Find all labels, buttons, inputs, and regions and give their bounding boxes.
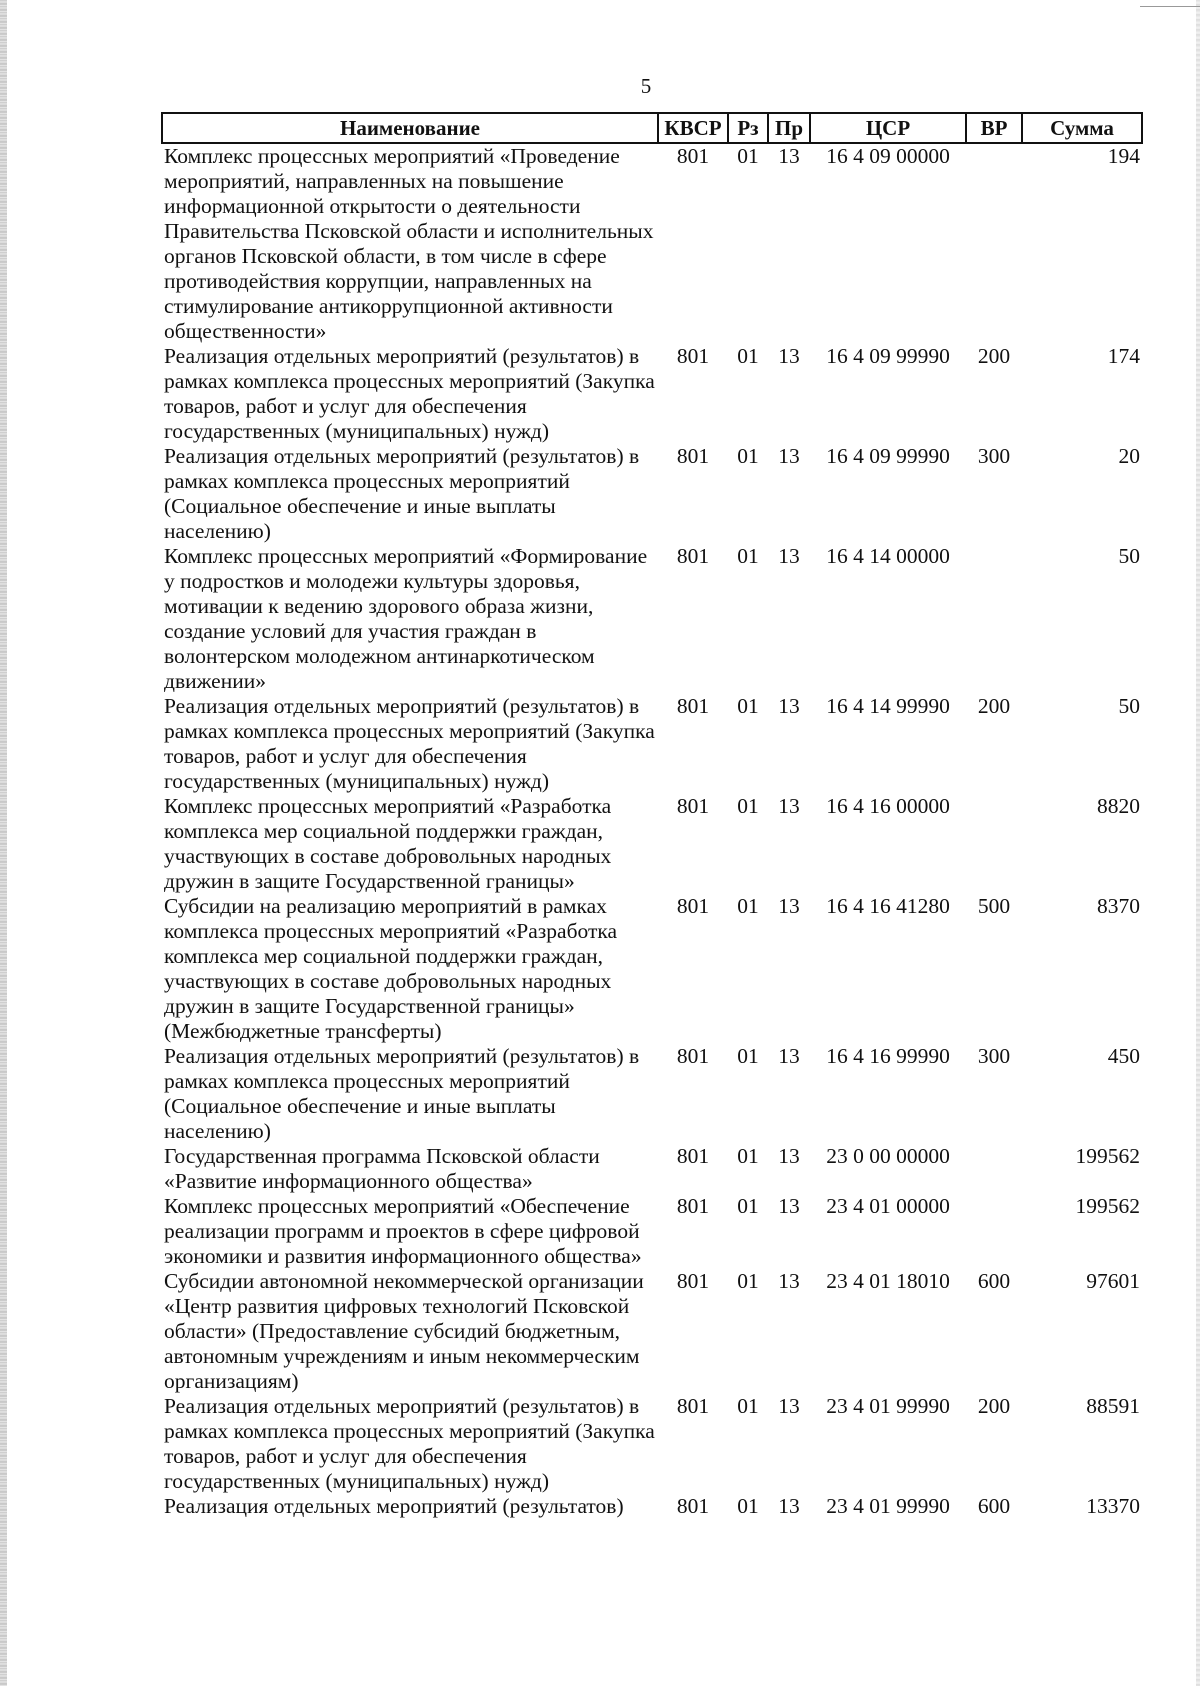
cell-rz: 01 — [737, 1394, 759, 1418]
header-kvsr: КВСР — [658, 113, 728, 143]
cell-vr — [966, 544, 1022, 694]
cell-kvsr: 801 — [676, 1269, 710, 1293]
cell-pr: 13 — [778, 794, 800, 818]
cell-rz: 01 — [737, 1144, 759, 1168]
cell-vr — [966, 1194, 1022, 1269]
cell-name: Реализация отдельных мероприятий (результатов) в рамках комплекса процессных мероприятий (Закупка товаров, работ и услуг для обеспечения государственных (муниципальных) нужд) — [164, 344, 655, 443]
header-sum: Сумма — [1022, 113, 1142, 143]
table-row — [162, 344, 1142, 444]
scan-edge-top — [1140, 6, 1200, 7]
cell-sum: 88591 — [1086, 1394, 1140, 1418]
cell-sum: 97601 — [1086, 1269, 1140, 1293]
cell-name: Комплекс процессных мероприятий «Обеспечение реализации программ и проектов в сфере цифровой экономики и развития информационного общества» — [164, 1194, 642, 1268]
table-row — [162, 143, 1142, 344]
cell-pr: 13 — [778, 544, 800, 568]
cell-kvsr: 801 — [676, 1194, 710, 1218]
cell-name: Государственная программа Псковской области «Развитие информационного общества» — [164, 1144, 600, 1193]
table-row — [162, 1194, 1142, 1269]
cell-vr: 200 — [977, 694, 1011, 718]
cell-kvsr: 801 — [676, 444, 710, 468]
cell-name: Реализация отдельных мероприятий (результатов) в рамках комплекса процессных мероприятий (Закупка товаров, работ и услуг для обеспечения государственных (муниципальных) нужд) — [164, 1394, 655, 1493]
budget-table — [161, 112, 1143, 1519]
cell-csr: 16 4 16 41280 — [826, 894, 950, 918]
cell-csr: 23 0 00 00000 — [826, 1144, 950, 1168]
table-row — [162, 694, 1142, 794]
cell-sum: 450 — [1107, 1044, 1140, 1068]
cell-pr: 13 — [778, 894, 800, 918]
cell-rz: 01 — [737, 344, 759, 368]
cell-pr: 13 — [778, 1394, 800, 1418]
cell-pr: 13 — [778, 1269, 800, 1293]
cell-vr — [966, 143, 1022, 344]
cell-csr: 23 4 01 99990 — [826, 1394, 950, 1418]
cell-pr: 13 — [778, 144, 800, 168]
cell-pr: 13 — [778, 1494, 800, 1518]
cell-name: Реализация отдельных мероприятий (результатов) в рамках комплекса процессных мероприятий (Социальное обеспечение и иные выплаты населению) — [164, 1044, 640, 1143]
cell-vr: 200 — [977, 1394, 1011, 1418]
cell-pr: 13 — [778, 1044, 800, 1068]
cell-vr — [966, 1144, 1022, 1194]
cell-kvsr: 801 — [676, 1144, 710, 1168]
table-body — [162, 143, 1142, 1519]
cell-kvsr: 801 — [676, 1044, 710, 1068]
cell-csr: 16 4 14 99990 — [826, 694, 950, 718]
cell-csr: 23 4 01 00000 — [826, 1194, 950, 1218]
table-row — [162, 1044, 1142, 1144]
cell-pr: 13 — [778, 444, 800, 468]
cell-csr: 23 4 01 99990 — [826, 1494, 950, 1518]
header-name: Наименование — [162, 113, 658, 143]
table-row — [162, 1269, 1142, 1394]
cell-sum: 8370 — [1097, 894, 1140, 918]
cell-pr: 13 — [778, 1194, 800, 1218]
cell-pr: 13 — [778, 694, 800, 718]
cell-rz: 01 — [737, 694, 759, 718]
cell-kvsr: 801 — [676, 694, 710, 718]
table-row — [162, 444, 1142, 544]
cell-rz: 01 — [737, 444, 759, 468]
cell-sum: 13370 — [1086, 1494, 1140, 1518]
header-vr: ВР — [966, 113, 1022, 143]
cell-csr: 16 4 16 00000 — [826, 794, 950, 818]
scan-edge-left — [0, 0, 7, 1686]
cell-name: Реализация отдельных мероприятий (результатов) — [164, 1494, 624, 1518]
cell-rz: 01 — [737, 1494, 759, 1518]
cell-csr: 23 4 01 18010 — [826, 1269, 950, 1293]
cell-rz: 01 — [737, 1194, 759, 1218]
cell-kvsr: 801 — [676, 344, 710, 368]
header-csr: ЦСР — [810, 113, 966, 143]
cell-vr — [966, 794, 1022, 894]
table-row — [162, 894, 1142, 1044]
cell-name: Реализация отдельных мероприятий (результатов) в рамках комплекса процессных мероприятий (Закупка товаров, работ и услуг для обеспечения государственных (муниципальных) нужд) — [164, 694, 655, 793]
table-row — [162, 794, 1142, 894]
cell-csr: 16 4 16 99990 — [826, 1044, 950, 1068]
cell-name: Субсидии на реализацию мероприятий в рамках комплекса процессных мероприятий «Разработка комплекса мер социальной поддержки граждан, участвующих в составе добровольных народных дружин в защите Государственной границы» (Межбюджетные трансферты) — [164, 894, 618, 1043]
cell-vr: 600 — [977, 1494, 1011, 1518]
cell-kvsr: 801 — [676, 794, 710, 818]
table-row — [162, 1144, 1142, 1194]
cell-name: Комплекс процессных мероприятий «Проведение мероприятий, направленных на повышение информационной открытости о деятельности Правительства Псковской области и исполнительных органов Псковской области, в том числе в сфере противодействия коррупции, направленных на стимулирование антикоррупционной активности общественности» — [164, 144, 654, 343]
cell-rz: 01 — [737, 1044, 759, 1068]
cell-rz: 01 — [737, 894, 759, 918]
cell-name: Комплекс процессных мероприятий «Разработка комплекса мер социальной поддержки граждан, участвующих в составе добровольных народных дружин в защите Государственной границы» — [164, 794, 612, 893]
cell-name: Реализация отдельных мероприятий (результатов) в рамках комплекса процессных мероприятий (Социальное обеспечение и иные выплаты населению) — [164, 444, 640, 543]
cell-vr: 300 — [977, 1044, 1011, 1068]
page-number: 5 — [640, 74, 652, 98]
cell-sum: 199562 — [1075, 1194, 1140, 1218]
cell-csr: 16 4 09 99990 — [826, 444, 950, 468]
cell-kvsr: 801 — [676, 144, 710, 168]
cell-sum: 20 — [1118, 444, 1140, 468]
table-row — [162, 544, 1142, 694]
table-row — [162, 1394, 1142, 1494]
cell-sum: 50 — [1118, 694, 1140, 718]
cell-kvsr: 801 — [676, 544, 710, 568]
cell-name: Субсидии автономной некоммерческой организации «Центр развития цифровых технологий Псковской области» (Предоставление субсидий бюджетным, автономным учреждениям и иным некоммерческим организациям) — [164, 1269, 644, 1393]
cell-sum: 8820 — [1097, 794, 1140, 818]
cell-sum: 199562 — [1075, 1144, 1140, 1168]
cell-csr: 16 4 14 00000 — [826, 544, 950, 568]
scan-edge-right — [1196, 0, 1200, 1686]
cell-vr: 500 — [977, 894, 1011, 918]
cell-sum: 194 — [1107, 144, 1140, 168]
cell-csr: 16 4 09 99990 — [826, 344, 950, 368]
cell-vr: 300 — [977, 444, 1011, 468]
table-header-row — [162, 113, 1142, 143]
cell-name: Комплекс процессных мероприятий «Формирование у подростков и молодежи культуры здоровья, мотивации к ведению здорового образа жизни, создание условий для участия граждан в волонтерском молодежном антинаркотическом движении» — [164, 544, 648, 693]
cell-vr: 600 — [977, 1269, 1011, 1293]
cell-sum: 50 — [1118, 544, 1140, 568]
cell-kvsr: 801 — [676, 894, 710, 918]
cell-rz: 01 — [737, 144, 759, 168]
cell-kvsr: 801 — [676, 1394, 710, 1418]
cell-rz: 01 — [737, 544, 759, 568]
header-rz: Рз — [728, 113, 768, 143]
cell-pr: 13 — [778, 344, 800, 368]
cell-vr: 200 — [977, 344, 1011, 368]
cell-kvsr: 801 — [676, 1494, 710, 1518]
table-row — [162, 1494, 1142, 1519]
cell-sum: 174 — [1107, 344, 1140, 368]
cell-pr: 13 — [778, 1144, 800, 1168]
cell-csr: 16 4 09 00000 — [826, 144, 950, 168]
header-pr: Пр — [768, 113, 810, 143]
cell-rz: 01 — [737, 794, 759, 818]
cell-rz: 01 — [737, 1269, 759, 1293]
